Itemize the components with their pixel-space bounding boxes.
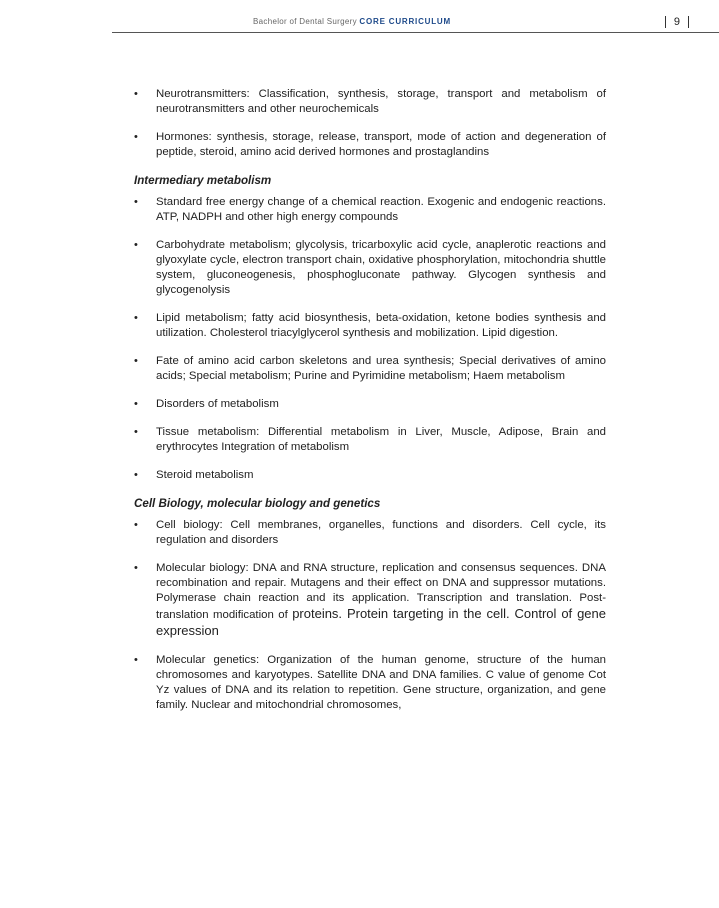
list-item [134, 425, 606, 455]
bullet-icon: • [134, 398, 138, 410]
section-heading-intermediary-metabolism: Intermediary metabolism [134, 174, 272, 187]
running-title [112, 17, 592, 26]
running-title-strong: CORE CURRICULUM [359, 17, 451, 26]
section-heading-cell-biology: Cell Biology, molecular biology and genetics [134, 497, 381, 510]
section-cell-biology-list [134, 518, 606, 713]
list-item [134, 653, 606, 713]
bullet-icon: • [134, 355, 138, 367]
list-item [134, 468, 606, 483]
bullet-icon: • [134, 239, 138, 251]
list-item-text: Neurotransmitters: Classification, synthesis, storage, transport and metabolism of neurotransmitters and other neurochemicals [156, 88, 606, 115]
list-item [134, 354, 606, 384]
list-item-text: Tissue metabolism: Differential metabolism in Liver, Muscle, Adipose, Brain and erythrocytes Integration of metabolism [156, 426, 606, 453]
page-number-divider-left [665, 16, 666, 28]
bullet-icon: • [134, 426, 138, 438]
bullet-icon: • [134, 312, 138, 324]
list-item-text: Cell biology: Cell membranes, organelles, functions and disorders. Cell cycle, its regulation and disorders [156, 519, 606, 546]
list-item [134, 238, 606, 298]
bullet-icon: • [134, 562, 138, 574]
list-item-text: Lipid metabolism; fatty acid biosynthesis, beta-oxidation, ketone bodies synthesis and utilization. Cholesterol triacylglycerol synthesis and mobilization. Lipid digestion. [156, 312, 606, 339]
page-number-box [657, 16, 697, 28]
bullet-icon: • [134, 196, 138, 208]
bullet-icon: • [134, 131, 138, 143]
list-item-text: Molecular biology: DNA and RNA structure, replication and consensus sequences. DNA recombination and repair. Mutagens and their effect on DNA and suppressor mutations. Polymerase chain reaction and its application. Transcription and translation. Post-translation modification of [156, 562, 606, 621]
list-item-text: Steroid metabolism [156, 469, 254, 481]
list-item-text: Standard free energy change of a chemical reaction. Exogenic and endogenic reactions. ATP, NADPH and other high energy compounds [156, 196, 606, 223]
list-item [134, 87, 606, 117]
list-item-text: Molecular genetics: Organization of the human genome, structure of the human chromosomes and karyotypes. Satellite DNA and DNA families. C value of genome Cot Yz values of DNA and its relation to repetition. Gene structure, organization, and gene family. Nuclear and mitochondrial chromosomes, [156, 654, 606, 711]
list-item [134, 130, 606, 160]
list-item [134, 195, 606, 225]
page-number-divider-right [688, 16, 689, 28]
list-item [134, 311, 606, 341]
list-item-text: Disorders of metabolism [156, 398, 279, 410]
list-item [134, 397, 606, 412]
page-header [112, 12, 719, 33]
list-item [134, 561, 606, 640]
bullet-icon: • [134, 654, 138, 666]
list-item-text-large: proteins. Protein targeting in the cell. Control of gene expression [156, 606, 606, 638]
page-number: 9 [673, 16, 680, 28]
bullet-icon: • [134, 469, 138, 481]
section-hormones-list [134, 87, 606, 160]
list-item [134, 518, 606, 548]
section-metabolism-list [134, 195, 606, 483]
list-item-text: Hormones: synthesis, storage, release, transport, mode of action and degeneration of peptide, steroid, amino acid derived hormones and prostaglandins [156, 131, 606, 158]
bullet-icon: • [134, 519, 138, 531]
bullet-icon: • [134, 88, 138, 100]
page-body [134, 87, 606, 726]
running-title-plain: Bachelor of Dental Surgery [253, 17, 357, 26]
list-item-text: Fate of amino acid carbon skeletons and urea synthesis; Special derivatives of amino acids; Special metabolism; Purine and Pyrimidine metabolism; Haem metabolism [156, 355, 606, 382]
list-item-text: Carbohydrate metabolism; glycolysis, tricarboxylic acid cycle, anaplerotic reactions and glyoxylate cycle, electron transport chain, oxidative phosphorylation, mitochondria shuttle system, gluconeogenesis, phosphogluconate pathway. Glycogen synthesis and glycogenolysis [156, 239, 606, 296]
